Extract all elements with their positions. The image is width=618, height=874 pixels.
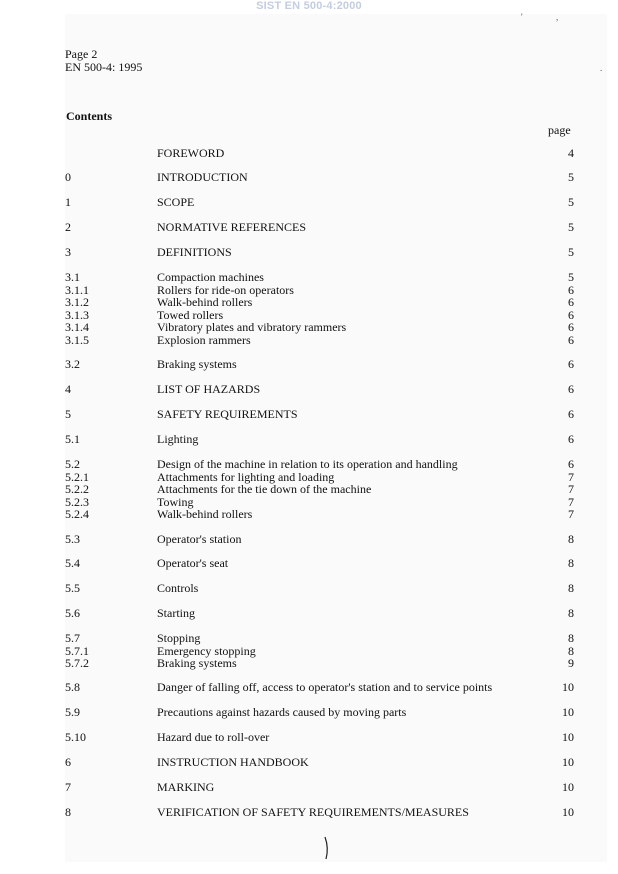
toc-entry: [0, 582, 618, 595]
toc-entry: [0, 483, 618, 496]
toc-entry-page: 5: [568, 170, 574, 184]
toc-entry-title: Stopping: [157, 631, 201, 645]
toc-entry: [0, 284, 618, 297]
toc-entry-page: 8: [568, 556, 574, 570]
toc-entry-title: INTRODUCTION: [157, 170, 248, 184]
toc-entry-page: 6: [568, 382, 574, 396]
toc-entry-page: 5: [568, 270, 574, 284]
toc-entry-page: 8: [568, 643, 574, 658]
toc-entry-number: 5.8: [65, 680, 80, 694]
page-mark: [323, 836, 331, 860]
toc-entry-number: 6: [65, 755, 71, 769]
toc-entry-page: 6: [568, 295, 574, 309]
scan-speck: ': [521, 12, 523, 22]
toc-entry-number: 5.3: [65, 532, 80, 546]
toc-entry-title: FOREWORD: [157, 146, 225, 160]
toc-entry-title: MARKING: [157, 780, 215, 794]
toc-entry-page: 6: [568, 282, 574, 297]
toc-entry-title: Precautions against hazards caused by moving parts: [157, 705, 407, 719]
toc-entry: [0, 496, 618, 509]
toc-entry-page: 5: [568, 220, 574, 234]
toc-entry-title: Attachments for lighting and loading: [157, 469, 335, 484]
toc-entry: [0, 321, 618, 334]
toc-entry-page: 10: [562, 730, 574, 744]
toc-entry-page: 6: [568, 432, 574, 446]
toc-entry: [0, 508, 618, 521]
toc-entry-number: 2: [65, 220, 71, 234]
toc-entry-number: 3: [65, 245, 71, 259]
page-column-label: page: [548, 123, 571, 137]
toc-entry-number: 5.7.1: [65, 643, 89, 658]
toc-entry-number: 5.2.3: [65, 494, 89, 509]
toc-entry-page: 6: [568, 457, 574, 471]
toc-entry-title: Hazard due to roll-over: [157, 730, 270, 744]
toc-entry-page: 5: [568, 195, 574, 209]
toc-entry: [0, 334, 618, 347]
toc-entry: [0, 271, 618, 284]
toc-entry: [0, 557, 618, 570]
toc-entry: [0, 632, 618, 645]
toc-entry-page: 8: [568, 581, 574, 595]
toc-entry-title: Danger of falling off, access to operator's station and to service points: [157, 680, 493, 694]
toc-entry-page: 8: [568, 606, 574, 620]
toc-entry-number: 5.9: [65, 705, 80, 719]
toc-entry: [0, 246, 618, 259]
toc-entry: [0, 383, 618, 396]
toc-entry-page: 7: [568, 482, 574, 496]
toc-entry-number: 5.2.1: [65, 469, 89, 484]
toc-entry-number: 4: [65, 382, 71, 396]
toc-entry-number: 3.1.5: [65, 332, 89, 347]
toc-entry: [0, 171, 618, 184]
toc-entry-page: 7: [568, 494, 574, 509]
toc-entry-title: Compaction machines: [157, 270, 264, 284]
toc-entry-number: 5.5: [65, 581, 80, 595]
toc-entry-page: 10: [562, 680, 574, 694]
watermark: SIST EN 500-4:2000: [256, 0, 362, 12]
toc-entry: [0, 706, 618, 719]
toc-entry-number: 3.1.4: [65, 320, 89, 334]
toc-entry-title: SCOPE: [157, 195, 195, 209]
scan-speck: .: [600, 63, 603, 73]
toc-entry-page: 6: [568, 320, 574, 334]
toc-entry-number: 5: [65, 407, 71, 421]
toc-entry-number: 3.1.1: [65, 282, 89, 297]
toc-entry-title: Emergency stopping: [157, 643, 256, 658]
toc-entry-title: Controls: [157, 581, 199, 595]
toc-entry: [0, 781, 618, 794]
toc-entry-title: Lighting: [157, 432, 199, 446]
toc-entry-number: 3.2: [65, 357, 80, 371]
toc-entry-number: 5.10: [65, 730, 86, 744]
toc-entry-title: Operator's station: [157, 532, 242, 546]
toc-entry-page: 10: [562, 755, 574, 769]
toc-entry-page: 8: [568, 631, 574, 645]
toc-entry-title: Attachments for the tie down of the machine: [157, 482, 372, 496]
toc-entry-title: Operator's seat: [157, 556, 229, 570]
toc-entry-number: 5.4: [65, 556, 80, 570]
toc-entry-title: Design of the machine in relation to its operation and handling: [157, 457, 458, 471]
toc-entry-title: INSTRUCTION HANDBOOK: [157, 755, 309, 769]
toc-entry: [0, 433, 618, 446]
toc-entry-number: 3.1.3: [65, 307, 89, 322]
toc-entry: [0, 731, 618, 744]
toc-entry-number: 3.1.2: [65, 295, 89, 309]
toc-entry-number: 5.1: [65, 432, 80, 446]
toc-entry: [0, 533, 618, 546]
document-id: EN 500-4: 1995: [65, 60, 143, 74]
toc-entry-title: Walk-behind rollers: [157, 295, 253, 309]
toc-entry-page: 6: [568, 357, 574, 371]
toc-entry-page: 8: [568, 532, 574, 546]
toc-entry-title: Explosion rammers: [157, 332, 251, 347]
toc-entry-page: 6: [568, 332, 574, 347]
toc-entry-title: Rollers for ride-on operators: [157, 282, 294, 297]
toc-entry: [0, 645, 618, 658]
toc-entry: [0, 196, 618, 209]
toc-entry: [0, 221, 618, 234]
page-label: Page 2: [65, 47, 98, 61]
toc-entry-page: 7: [568, 469, 574, 484]
toc-entry: [0, 408, 618, 421]
toc-entry: [0, 657, 618, 670]
toc-entry-page: 5: [568, 245, 574, 259]
toc-entry: [0, 607, 618, 620]
toc-entry-title: Towed rollers: [157, 307, 224, 322]
toc-entry-number: 5.7.2: [65, 656, 89, 670]
toc-entry-number: 5.7: [65, 631, 80, 645]
toc-entry: [0, 756, 618, 769]
toc-entry-number: 0: [65, 170, 71, 184]
toc-entry-number: 3.1: [65, 270, 80, 284]
toc-entry-number: 5.2: [65, 457, 80, 471]
toc-entry-number: 7: [65, 780, 71, 794]
scan-speck: ,: [556, 12, 559, 22]
toc-entry-title: Braking systems: [157, 656, 237, 670]
toc-entry-title: VERIFICATION OF SAFETY REQUIREMENTS/MEASURES: [157, 805, 469, 819]
toc-entry-title: Towing: [157, 494, 194, 509]
toc-entry-title: Starting: [157, 606, 195, 620]
toc-entry-page: 4: [568, 146, 574, 160]
toc-entry-page: 6: [568, 407, 574, 421]
toc-entry-page: 6: [568, 307, 574, 322]
toc-entry-title: NORMATIVE REFERENCES: [157, 220, 307, 234]
toc-entry-title: SAFETY REQUIREMENTS: [157, 407, 298, 421]
toc-entry: [0, 681, 618, 694]
toc-entry-number: 1: [65, 195, 71, 209]
toc-entry-page: 10: [562, 780, 574, 794]
toc-entry-page: 7: [568, 507, 574, 521]
toc-entry-title: DEFINITIONS: [157, 245, 232, 259]
toc-entry-page: 9: [568, 656, 574, 670]
toc-entry-page: 10: [562, 805, 574, 819]
toc-entry-title: Walk-behind rollers: [157, 507, 253, 521]
toc-entry-title: Vibratory plates and vibratory rammers: [157, 320, 347, 334]
toc-entry-page: 10: [562, 705, 574, 719]
toc-entry-number: 5.2.2: [65, 482, 89, 496]
toc-entry: [0, 296, 618, 309]
toc-entry-title: Braking systems: [157, 357, 237, 371]
contents-title: Contents: [66, 109, 113, 123]
toc-entry-number: 8: [65, 805, 71, 819]
toc-entry: [0, 147, 618, 160]
toc-entry: [0, 806, 618, 819]
toc-entry-title: LIST OF HAZARDS: [157, 382, 261, 396]
toc-entry-number: 5.6: [65, 606, 80, 620]
toc-entry-number: 5.2.4: [65, 507, 89, 521]
toc-entry: [0, 358, 618, 371]
